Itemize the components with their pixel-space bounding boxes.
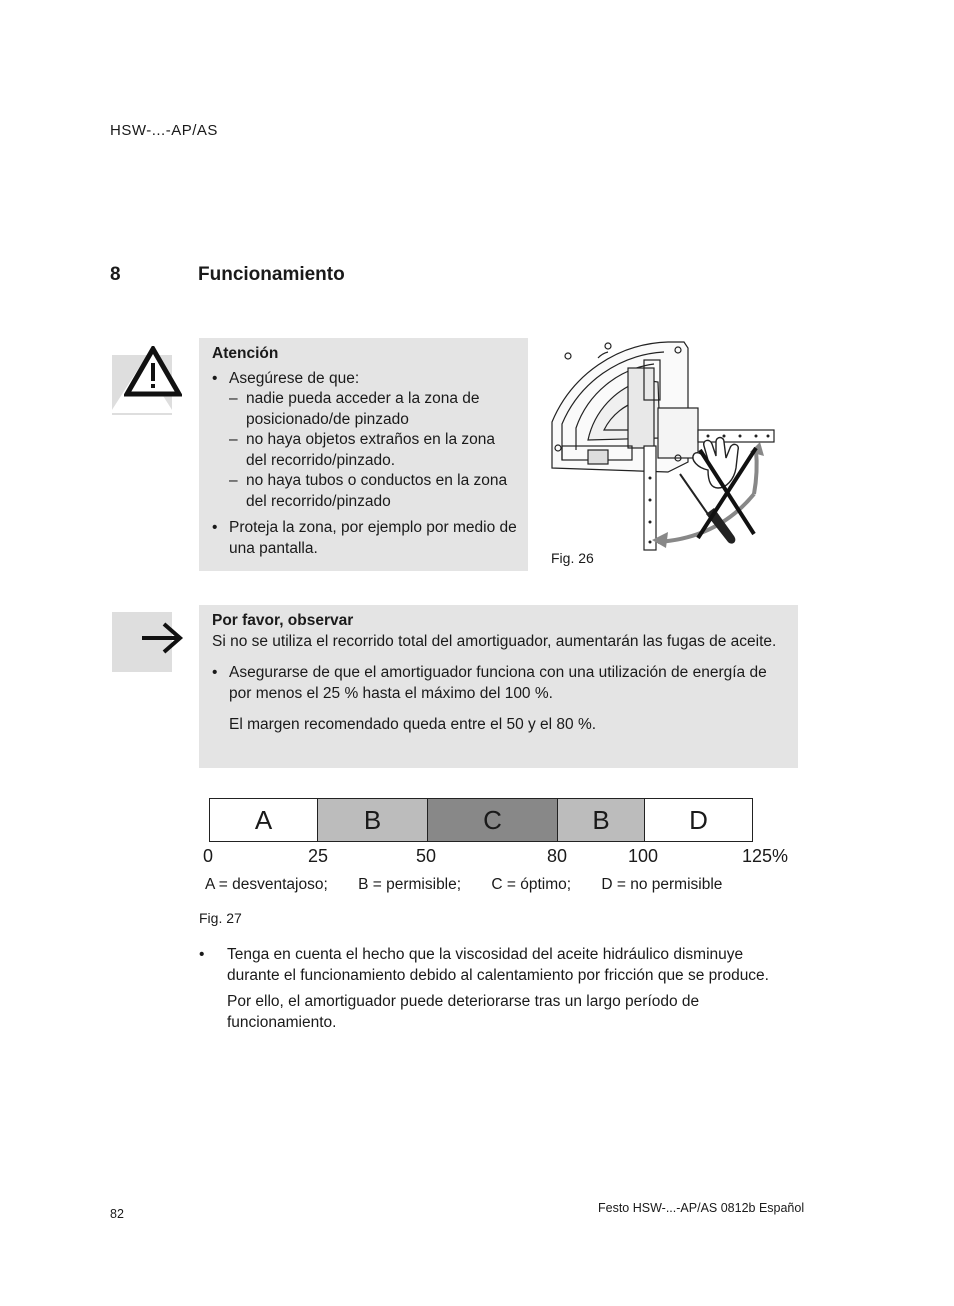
tick-label: 50 bbox=[416, 846, 437, 866]
body-follow-text: Por ello, el amortiguador puede deteriorarse tras un largo período de funcionamiento. bbox=[227, 993, 700, 1031]
segment-b-low: B bbox=[318, 799, 428, 841]
tick-label: 80 bbox=[547, 846, 568, 866]
footer-doc-info: Festo HSW-...-AP/AS 0812b Español bbox=[598, 1201, 805, 1215]
body-bullet-item bbox=[199, 945, 779, 986]
note-title: Por favor, observar bbox=[212, 612, 354, 629]
document-header: HSW-...-AP/AS bbox=[110, 122, 218, 139]
tick-label: 0 bbox=[203, 846, 214, 866]
body-bullet-text: Tenga en cuenta el hecho que la viscosidad del aceite hidráulico disminuye durante el funcionamiento debido al calentamiento por fricción que se produce. bbox=[227, 946, 769, 984]
gripper-danger-illustration bbox=[548, 338, 780, 554]
note-text: Si no se utiliza el recorrido total del amortiguador, aumentarán las fugas de aceite. bbox=[212, 632, 777, 650]
energy-utilization-bar bbox=[209, 798, 753, 842]
segment-b-high: B bbox=[558, 799, 645, 841]
legend-a: A = desventajoso; bbox=[205, 876, 328, 893]
tick-label: 100 bbox=[628, 846, 659, 866]
attention-list bbox=[212, 369, 518, 560]
legend-c: C = óptimo; bbox=[491, 876, 572, 893]
page-number: 82 bbox=[110, 1207, 124, 1221]
figure-27-legend bbox=[205, 876, 748, 894]
tick-label: 125% bbox=[742, 846, 789, 866]
attention-bullet-1: Asegúrese de que: bbox=[229, 369, 360, 387]
tick-label: 25 bbox=[308, 846, 329, 866]
warning-triangle-icon bbox=[124, 346, 182, 398]
attention-sub-3: – no haya tubos o conductos en la zona del recorrido/pinzado bbox=[229, 471, 518, 512]
note-bullet: • Asegurarse de que el amortiguador funciona con una utilización de energía de por menos el 25 % hasta el máximo del 100 %. bbox=[212, 663, 784, 704]
legend-b: B = permisible; bbox=[358, 876, 462, 893]
attention-box bbox=[199, 338, 528, 571]
bullet-glyph: • bbox=[199, 946, 205, 963]
legend-d: D = no permisible bbox=[601, 876, 723, 893]
section-title: Funcionamiento bbox=[198, 264, 345, 285]
attention-sub-2: – no haya objetos extraños en la zona del recorrido/pinzado. bbox=[229, 430, 518, 471]
attention-title: Atención bbox=[212, 345, 279, 362]
arrow-right-icon bbox=[138, 620, 186, 656]
attention-sub-1: – nadie pueda acceder a la zona de posicionado/de pinzado bbox=[229, 389, 518, 430]
list-item bbox=[212, 369, 518, 513]
attention-bullet-2: • Proteja la zona, por ejemplo por medio de una pantalla. bbox=[212, 518, 518, 559]
body-paragraph bbox=[199, 945, 779, 1033]
section-number: 8 bbox=[110, 264, 121, 285]
segment-d: D bbox=[645, 799, 752, 841]
note-box bbox=[199, 605, 798, 768]
figure-26-caption: Fig. 26 bbox=[551, 550, 594, 566]
note-extra: El margen recomendado queda entre el 50 y el 80 %. bbox=[229, 716, 597, 733]
note-list bbox=[212, 663, 784, 704]
segment-c: C bbox=[428, 799, 558, 841]
figure-27-caption: Fig. 27 bbox=[199, 910, 242, 926]
segment-a: A bbox=[210, 799, 318, 841]
